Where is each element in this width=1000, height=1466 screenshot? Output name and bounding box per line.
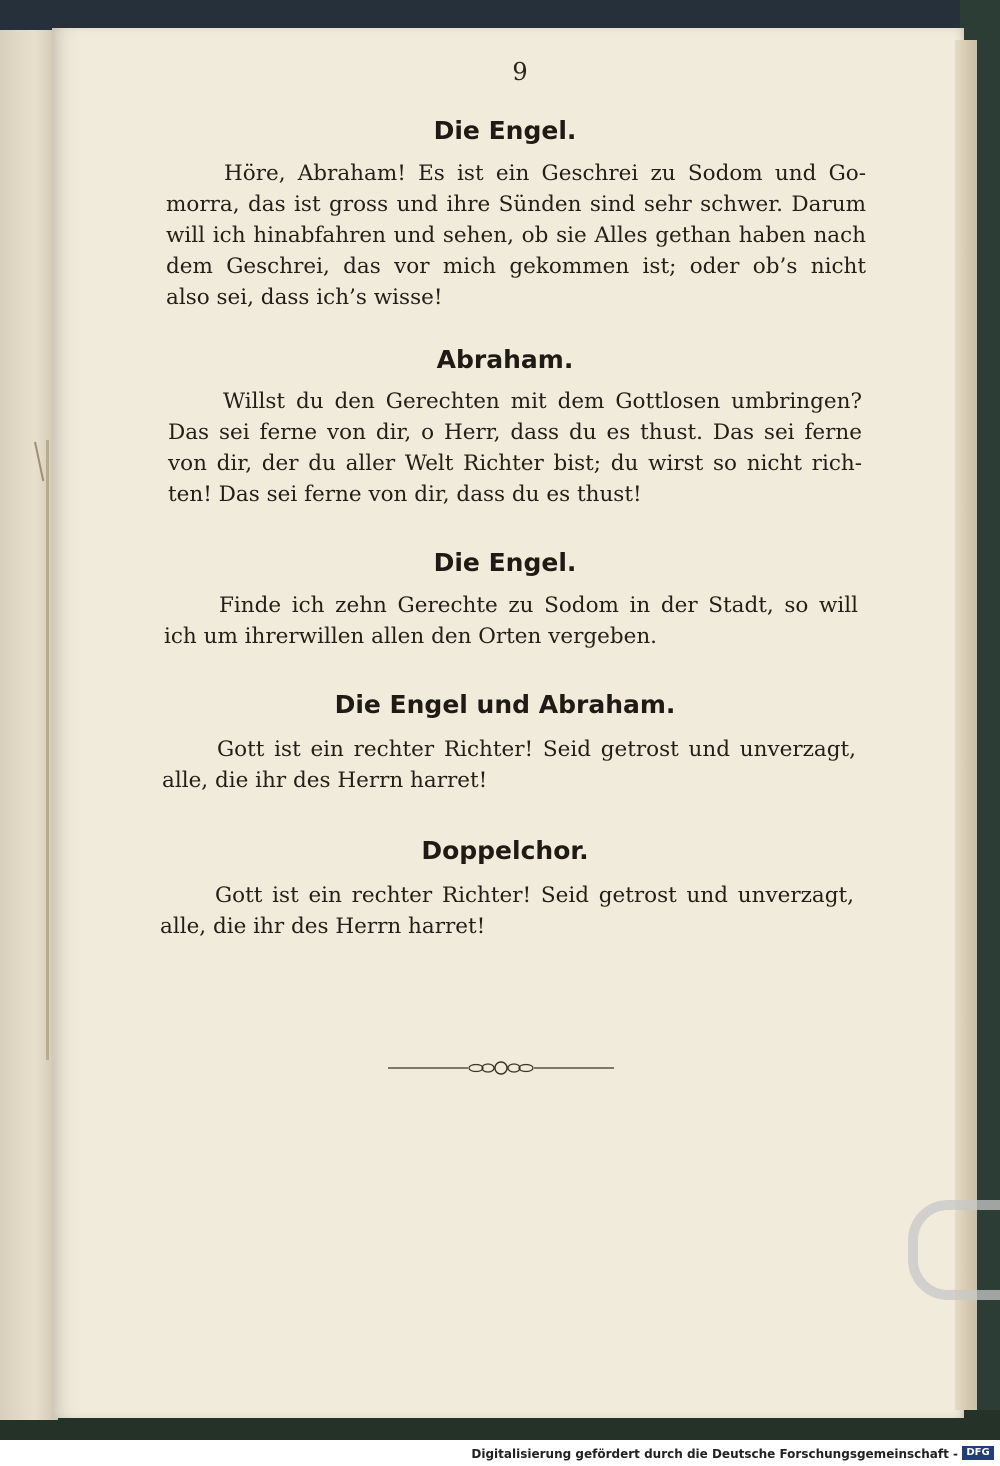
text-line: von dir, der du aller Welt Richter bist; du wirst so nicht rich- [168,451,862,476]
section-text [162,734,856,796]
section-heading: Abraham. [436,345,574,374]
text-line: ten! Das sei ferne von dir, dass du es thust! [168,482,642,507]
text-line: Finde ich zehn Gerechte zu Sodom in der Stadt, so will [219,593,858,618]
text-line: alle, die ihr des Herrn harret! [160,914,486,939]
text-line: ich um ihrerwillen allen den Orten vergeben. [164,624,657,649]
page-clip-icon [908,1200,1000,1300]
text-line: will ich hinabfahren und sehen, ob sie Alles gethan haben nach [166,223,866,248]
text-line: Gott ist ein rechter Richter! Seid getrost und unverzagt, [217,737,856,762]
text-line: Gott ist ein rechter Richter! Seid getrost und unverzagt, [215,883,854,908]
section-heading: Die Engel und Abraham. [334,690,676,719]
text-line: morra, das ist gross und ihre Sünden sind sehr schwer. Darum [166,192,866,217]
funding-credit: Digitalisierung gefördert durch die Deutsche Forschungsgemeinschaft - [471,1447,958,1461]
section-text [166,158,866,313]
text-line: dem Geschrei, das vor mich gekommen ist; oder ob’s nicht [166,254,866,279]
section-heading: Die Engel. [433,116,577,145]
section-text [168,386,862,510]
section-text [164,590,858,652]
binding-stitch [46,440,49,1060]
section-heading: Die Engel. [433,548,577,577]
ornament-divider-icon [388,1059,614,1077]
section-heading: Doppelchor. [421,836,589,865]
dfg-logo: DFG [962,1446,994,1460]
page-number: 9 [512,58,528,86]
text-line: Willst du den Gerechten mit dem Gottlosen umbringen? [223,389,862,414]
text-line: Höre, Abraham! Es ist ein Geschrei zu Sodom und Go- [224,161,866,186]
text-line: Das sei ferne von dir, o Herr, dass du es thust. Das sei ferne [168,420,862,445]
text-line: also sei, dass ich’s wisse! [166,285,443,310]
facing-page-edge [0,30,58,1420]
text-line: alle, die ihr des Herrn harret! [162,768,488,793]
section-text [160,880,854,942]
